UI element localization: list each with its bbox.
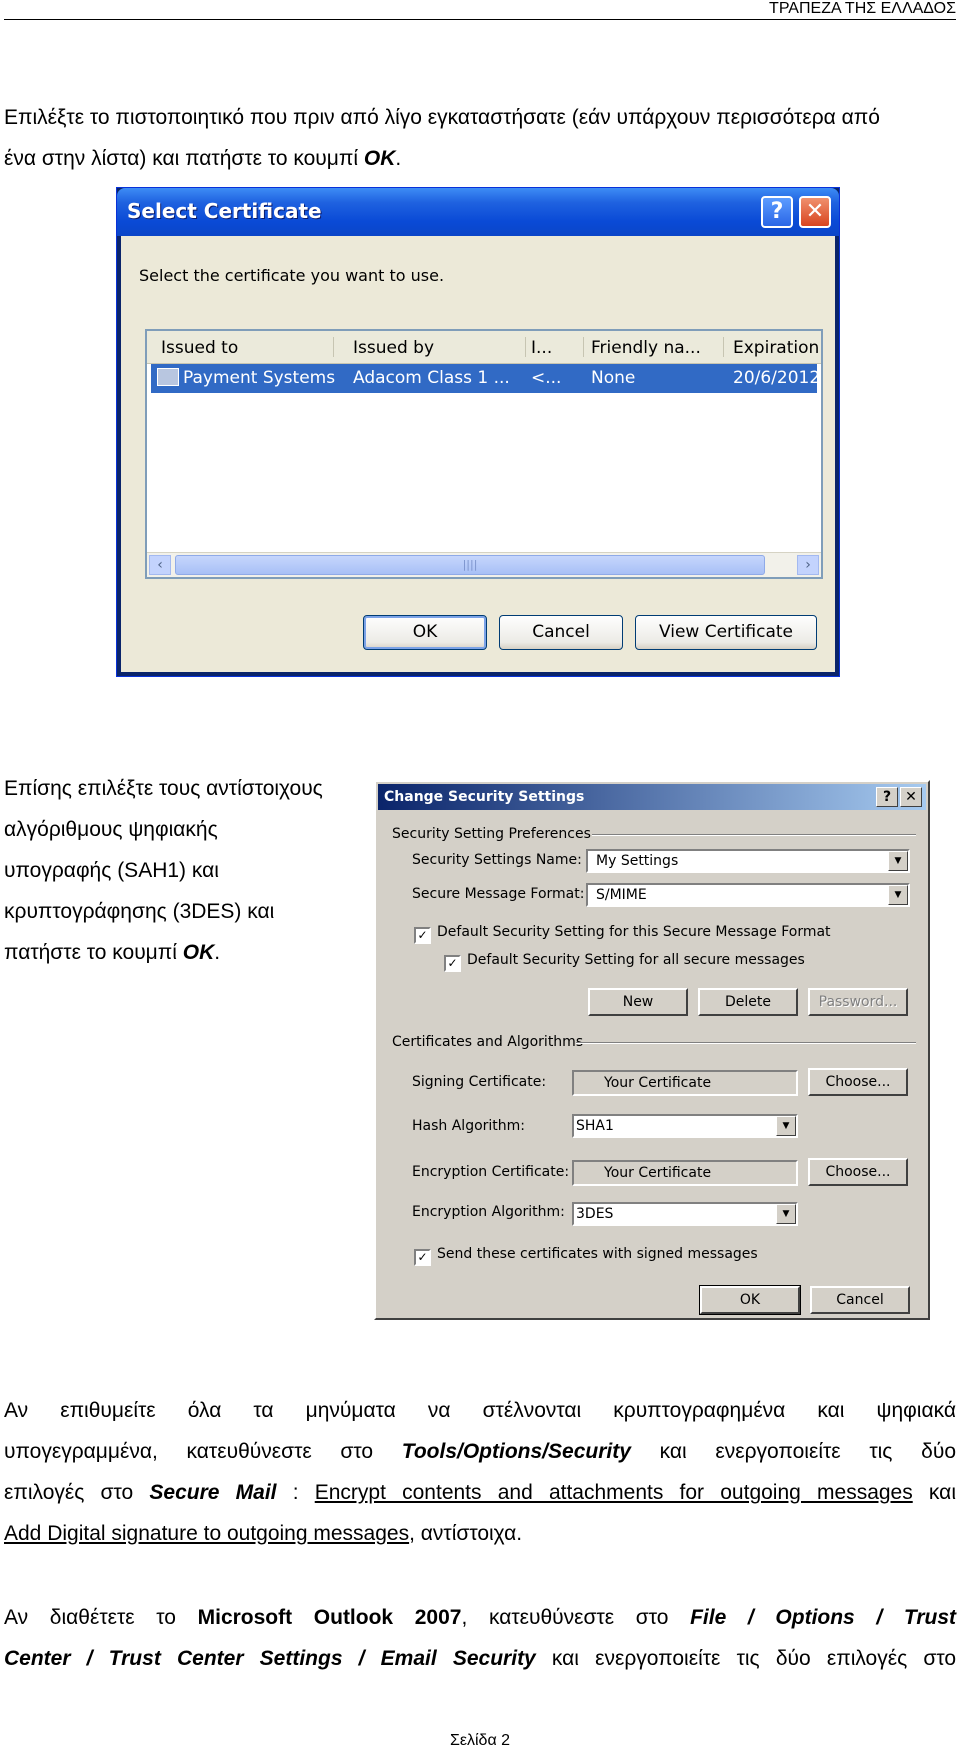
- ok-emphasis: OK: [363, 147, 396, 170]
- chevron-down-icon[interactable]: ▼: [888, 885, 908, 905]
- menu-path: Tools/Options/Security: [401, 1440, 631, 1463]
- group-divider: [592, 834, 916, 836]
- dialog-titlebar: [378, 784, 926, 810]
- secure-mail-text: , αντίστοιχα.: [409, 1522, 523, 1545]
- secure-mail-text: υπογεγραμμένα, κατευθύνεστε στο: [4, 1440, 402, 1463]
- group-divider: [576, 1042, 916, 1044]
- settings-name-value: My Settings: [596, 853, 679, 869]
- col-expiration[interactable]: Expiration: [733, 338, 820, 358]
- hash-algorithm-combo[interactable]: [572, 1114, 798, 1138]
- algorithms-paragraph: [4, 768, 364, 973]
- cell-issued-to: Payment Systems: [183, 368, 336, 388]
- menu-path: File / Options / Trust: [690, 1606, 956, 1629]
- check-icon: ✓: [444, 955, 461, 972]
- prefs-group-label: Security Setting Preferences: [392, 826, 591, 842]
- menu-path: Center / Trust Center Settings / Email Security: [4, 1647, 536, 1670]
- encryption-algorithm-value: 3DES: [576, 1206, 614, 1222]
- secure-mail-line-1: Αν επιθυμείτε όλα τα μηνύματα να στέλνονται κρυπτογραφημένα και ψηφιακά: [4, 1399, 956, 1422]
- secure-mail-line-4: [4, 1513, 956, 1554]
- encryption-algorithm-combo[interactable]: [572, 1202, 798, 1226]
- certificate-icon: [157, 368, 179, 386]
- signing-cert-label: Signing Certificate:: [412, 1074, 547, 1090]
- dialog-body: [121, 236, 835, 672]
- check-icon: ✓: [414, 927, 431, 944]
- cell-intended: <...: [531, 368, 562, 388]
- col-friendly-name[interactable]: Friendly na...: [591, 338, 701, 358]
- outlook-2007-paragraph: [4, 1597, 956, 1679]
- table-row[interactable]: [151, 364, 821, 393]
- select-certificate-dialog: [116, 187, 840, 677]
- dialog-prompt: Select the certificate you want to use.: [139, 266, 445, 285]
- new-button[interactable]: New: [588, 988, 688, 1016]
- encryption-algorithm-label: Encryption Algorithm:: [412, 1204, 565, 1220]
- change-security-settings-dialog: [374, 780, 930, 1320]
- ok-emphasis: OK: [182, 941, 215, 964]
- choose-signing-button[interactable]: Choose...: [808, 1068, 908, 1096]
- algorithms-text: πατήστε το κουμπί: [4, 941, 183, 964]
- list-header: [147, 331, 821, 364]
- choose-encryption-button[interactable]: Choose...: [808, 1158, 908, 1186]
- column-divider[interactable]: [723, 337, 724, 357]
- cell-friendly: None: [591, 368, 636, 388]
- column-divider[interactable]: [583, 337, 584, 357]
- message-format-value: S/MIME: [596, 887, 647, 903]
- certs-group-label: Certificates and Algorithms: [392, 1034, 584, 1050]
- col-intended[interactable]: I...: [531, 338, 553, 358]
- cancel-button[interactable]: Cancel: [499, 615, 623, 650]
- page-number: Σελίδα 2: [449, 1732, 511, 1749]
- default-all-label: Default Security Setting for all secure messages: [467, 952, 805, 968]
- algorithms-line-5: [4, 932, 364, 973]
- algorithms-line-4: κρυπτογράφησης (3DES) και: [4, 900, 275, 923]
- chevron-down-icon[interactable]: ▼: [776, 1204, 796, 1224]
- message-format-combo[interactable]: [586, 883, 910, 907]
- close-icon[interactable]: ✕: [799, 196, 831, 228]
- send-certs-checkbox[interactable]: [414, 1246, 758, 1266]
- settings-name-combo[interactable]: [586, 849, 910, 873]
- intro-period: .: [395, 147, 402, 170]
- ok-button[interactable]: OK: [363, 615, 487, 650]
- outlook-line-2: [4, 1638, 956, 1679]
- secure-mail-paragraph-end: [4, 1513, 956, 1554]
- outlook-text: , κατευθύνεστε στο: [461, 1606, 691, 1629]
- column-divider[interactable]: [525, 337, 526, 357]
- view-certificate-button[interactable]: View Certificate: [635, 615, 817, 650]
- hash-algorithm-value: SHA1: [576, 1118, 614, 1134]
- algorithms-line-3: υπογραφής (SAH1) και: [4, 859, 219, 882]
- horizontal-scrollbar[interactable]: [147, 552, 821, 577]
- algorithms-line-1: Επίσης επιλέξτε τους αντίστοιχους: [4, 777, 323, 800]
- hash-algorithm-label: Hash Algorithm:: [412, 1118, 526, 1134]
- default-format-label: Default Security Setting for this Secure Message Format: [437, 924, 831, 940]
- help-icon[interactable]: ?: [876, 787, 898, 807]
- secure-mail-paragraph: [4, 1390, 956, 1513]
- ok-button[interactable]: OK: [700, 1286, 800, 1314]
- secure-mail-text: και ενεργοποιείτε τις δύο: [630, 1440, 956, 1463]
- secure-mail-text: επιλογές στο: [4, 1481, 150, 1504]
- delete-button[interactable]: Delete: [698, 988, 798, 1016]
- dialog-title: Change Security Settings: [384, 789, 585, 805]
- dialog-titlebar: [117, 188, 839, 236]
- scroll-left-icon[interactable]: ‹: [149, 555, 171, 575]
- algorithms-period: .: [214, 941, 221, 964]
- scroll-right-icon[interactable]: ›: [797, 555, 819, 575]
- outlook-text: και ενεργοποιείτε τις δύο επιλογές στο: [535, 1647, 957, 1670]
- certificate-list[interactable]: [145, 329, 823, 579]
- encryption-cert-label: Encryption Certificate:: [412, 1164, 570, 1180]
- signing-cert-field: Your Certificate: [572, 1070, 798, 1096]
- header-title: ΤΡΑΠΕΖΑ ΤΗΣ ΕΛΛΑΔΟΣ: [769, 0, 956, 17]
- scrollbar-thumb[interactable]: ||||: [175, 555, 765, 575]
- default-all-checkbox[interactable]: [444, 952, 805, 972]
- column-divider[interactable]: [333, 337, 334, 357]
- password-button[interactable]: Password...: [808, 988, 908, 1016]
- col-issued-by[interactable]: Issued by: [353, 338, 435, 358]
- help-icon[interactable]: ?: [761, 196, 793, 228]
- default-format-checkbox[interactable]: [414, 924, 831, 944]
- intro-line-1: Επιλέξτε το πιστοποιητικό που πριν από λίγο εγκαταστήσατε (εάν υπάρχουν περισσότερα από: [4, 106, 880, 129]
- secure-mail-colon: :: [276, 1481, 315, 1504]
- intro-paragraph: [4, 97, 956, 179]
- intro-line-2: [4, 138, 956, 179]
- chevron-down-icon[interactable]: ▼: [776, 1116, 796, 1136]
- signature-option-text: Add Digital signature to outgoing messages: [4, 1522, 410, 1545]
- cell-issued-by: Adacom Class 1 ...: [353, 368, 510, 388]
- chevron-down-icon[interactable]: ▼: [888, 851, 908, 871]
- message-format-label: Secure Message Format:: [412, 886, 585, 902]
- settings-name-label: Security Settings Name:: [412, 852, 582, 868]
- close-icon[interactable]: ✕: [900, 787, 922, 807]
- algorithms-line-2: αλγόριθμους ψηφιακής: [4, 818, 218, 841]
- encryption-cert-field: Your Certificate: [572, 1160, 798, 1186]
- cell-expiration: 20/6/2012: [733, 368, 821, 388]
- dialog-title: Select Certificate: [127, 199, 322, 223]
- secure-mail-line-3: [4, 1472, 956, 1513]
- secure-mail-line-2: [4, 1431, 956, 1472]
- check-icon: ✓: [414, 1249, 431, 1266]
- secure-mail-text: και: [912, 1481, 956, 1504]
- col-issued-to[interactable]: Issued to: [161, 338, 239, 358]
- intro-text: ένα στην λίστα) και πατήστε το κουμπί: [4, 147, 364, 170]
- outlook-line-1: [4, 1597, 956, 1638]
- send-certs-label: Send these certificates with signed messages: [437, 1246, 758, 1262]
- secure-mail-emphasis: Secure Mail: [149, 1481, 277, 1504]
- cancel-button[interactable]: Cancel: [810, 1286, 910, 1314]
- encrypt-option-text: Encrypt contents and attachments for outgoing messages: [314, 1481, 913, 1504]
- outlook-version: Microsoft Outlook 2007: [197, 1606, 462, 1629]
- outlook-text: Αν διαθέτετε το: [4, 1606, 198, 1629]
- page-header: [4, 0, 956, 20]
